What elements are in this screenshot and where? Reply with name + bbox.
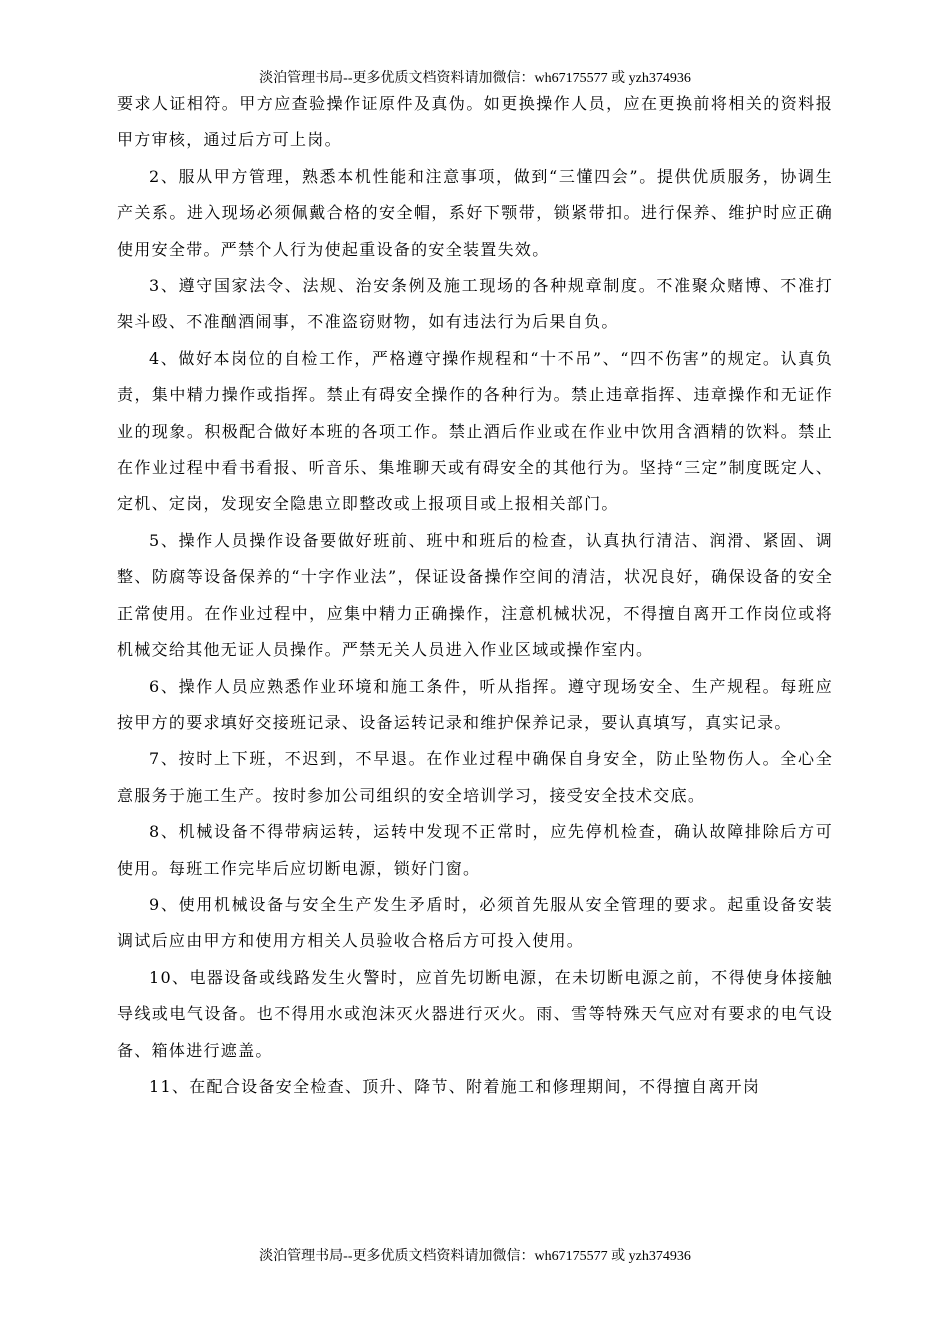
- paragraph-item-8: 8、机械设备不得带病运转，运转中发现不正常时，应先停机检查，确认故障排除后方可使用。每班工作完毕后应切断电源，锁好门窗。: [117, 822, 833, 878]
- page-footer: 淡泊管理书局--更多优质文档资料请加微信：wh67175577 或 yzh374936: [259, 1249, 691, 1264]
- paragraph-continued: 要求人证相符。甲方应查验操作证原件及真伪。如更换操作人员，应在更换前将相关的资料报甲方审核，通过后方可上岗。: [117, 94, 833, 150]
- paragraph-item-9: 9、使用机械设备与安全生产发生矛盾时，必须首先服从安全管理的要求。起重设备安装调试后应由甲方和使用方相关人员验收合格后方可投入使用。: [117, 894, 833, 951]
- paragraph-item-2: 2、服从甲方管理，熟悉本机性能和注意事项，做到“三懂四会”。提供优质服务，协调生产关系。进入现场必须佩戴合格的安全帽，系好下颚带，锁紧带扣。进行保养、维护时应正确使用安全带。严禁个人行为使起重设备的安全装置失效。: [117, 166, 833, 259]
- paragraph-item-7: 7、按时上下班，不迟到，不早退。在作业过程中确保自身安全，防止坠物伤人。全心全意服务于施工生产。按时参加公司组织的安全培训学习，接受安全技术交底。: [117, 749, 833, 805]
- paragraph-item-11: 11、在配合设备安全检查、顶升、降节、附着施工和修理期间，不得擅自离开岗: [149, 1076, 761, 1096]
- paragraph-item-5: 5、操作人员操作设备要做好班前、班中和班后的检查，认真执行清洁、润滑、紧固、调整、防腐等设备保养的“十字作业法”，保证设备操作空间的清洁，状况良好，确保设备的安全正常使用。在作业过程中，应集中精力正确操作，注意机械状况，不得擅自离开工作岗位或将机械交给其他无证人员操作。严禁无关人员进入作业区域或操作室内。: [117, 530, 833, 660]
- paragraph-item-6: 6、操作人员应熟悉作业环境和施工条件，听从指挥。遵守现场安全、生产规程。每班应按甲方的要求填好交接班记录、设备运转记录和维护保养记录，要认真填写，真实记录。: [117, 676, 833, 732]
- paragraph-item-10: 10、电器设备或线路发生火警时，应首先切断电源，在未切断电源之前，不得使身体接触导线或电气设备。也不得用水或泡沫灭火器进行灭火。雨、雪等特殊天气应对有要求的电气设备、箱体进行遮盖。: [117, 967, 833, 1060]
- paragraph-item-3: 3、遵守国家法令、法规、治安条例及施工现场的各种规章制度。不准聚众赌博、不准打架斗殴、不准酗酒闹事，不准盗窃财物，如有违法行为后果自负。: [117, 276, 833, 332]
- page-header: 淡泊管理书局--更多优质文档资料请加微信：wh67175577 或 yzh374936: [259, 71, 691, 86]
- paragraph-item-4: 4、做好本岗位的自检工作，严格遵守操作规程和“十不吊”、“四不伤害”的规定。认真负责，集中精力操作或指挥。禁止有碍安全操作的各种行为。禁止违章指挥、违章操作和无证作业的现象。积极配合做好本班的各项工作。禁止酒后作业或在作业中饮用含酒精的饮料。禁止在作业过程中看书看报、听音乐、集堆聊天或有碍安全的其他行为。坚持“三定”制度既定人、定机、定岗，发现安全隐患立即整改或上报项目或上报相关部门。: [117, 348, 833, 514]
- document-body: [117, 86, 833, 1105]
